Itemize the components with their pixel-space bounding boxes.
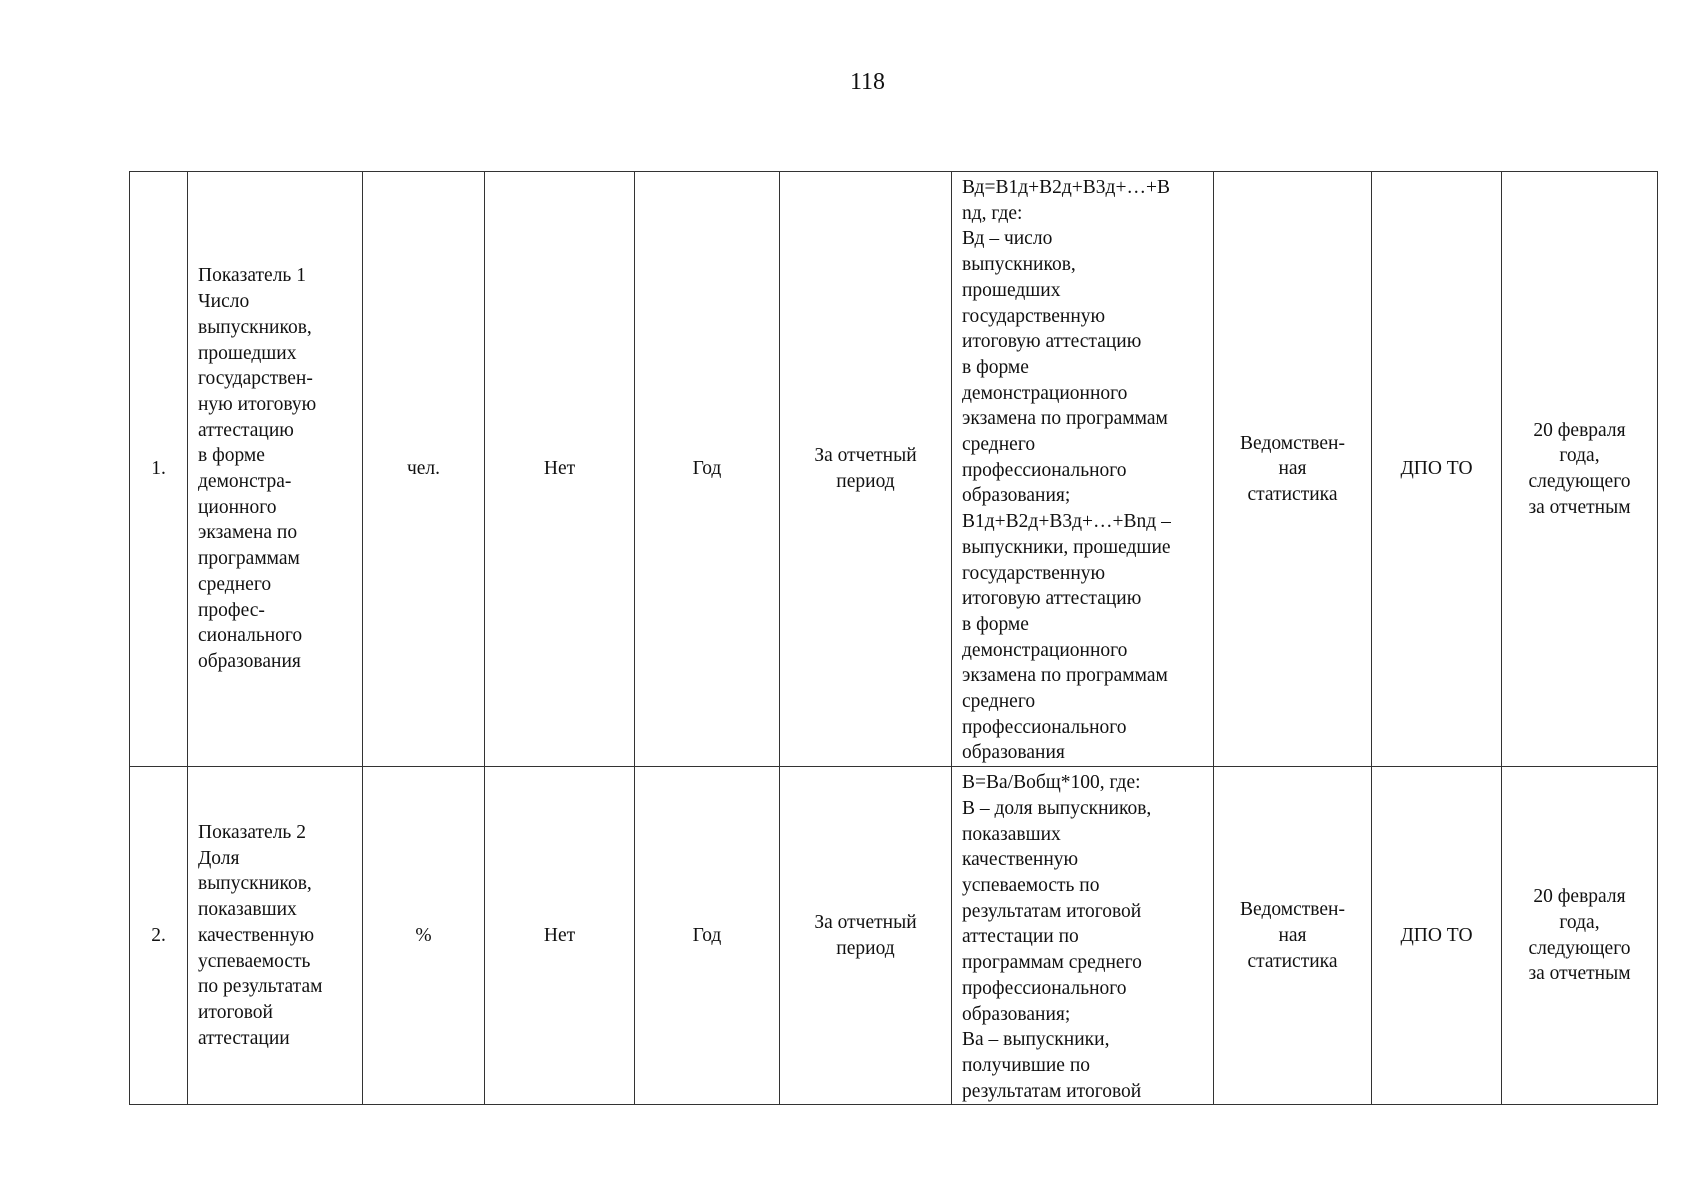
text-line: государствен- xyxy=(198,368,313,390)
text-line: ционного xyxy=(198,496,277,518)
text-line: аттестации по xyxy=(962,926,1079,948)
text-line: программам среднего xyxy=(962,952,1142,974)
text-line: профессионального xyxy=(962,459,1127,481)
text-line: среднего xyxy=(962,691,1036,713)
text-line: государственную xyxy=(962,562,1106,584)
text-line: за отчетным xyxy=(1528,963,1631,985)
text-line: профес- xyxy=(198,599,265,621)
indicator-name xyxy=(188,172,363,767)
text-line: Показатель 1 xyxy=(198,265,306,287)
text-line: профессионального xyxy=(962,716,1127,738)
indicators-table xyxy=(129,171,1658,1105)
text-line: ную итоговую xyxy=(198,393,317,415)
text-line: аттестацию xyxy=(198,419,294,441)
text-line: качественную xyxy=(198,924,315,946)
text-line: демонстра- xyxy=(198,471,292,493)
text-line: профессионального xyxy=(962,977,1127,999)
text-line: nд, где: xyxy=(962,202,1023,224)
text-line: следующего xyxy=(1528,471,1631,493)
text-line: 20 февраля xyxy=(1533,886,1626,908)
text-line: прошедших xyxy=(962,279,1061,301)
deadline-cell xyxy=(1502,172,1658,767)
text-line: года, xyxy=(1559,912,1600,934)
text-line: успеваемость по xyxy=(962,874,1100,896)
table-row xyxy=(130,172,1658,767)
text-line: Число xyxy=(198,291,250,313)
text-line: Показатель 2 xyxy=(198,822,306,844)
text-line: аттестации xyxy=(198,1027,290,1049)
text-line: В1д+В2д+В3д+…+Вnд – xyxy=(962,511,1171,533)
text-line: Вд – число xyxy=(962,228,1053,250)
text-line: период xyxy=(836,471,895,493)
text-line: программам xyxy=(198,548,300,570)
row-number: 1. xyxy=(130,172,188,767)
text-line: прошедших xyxy=(198,342,297,364)
responsible-cell: ДПО ТО xyxy=(1372,172,1502,767)
page-number: 118 xyxy=(849,69,886,95)
text-line: Доля xyxy=(198,847,240,869)
text-line: года, xyxy=(1559,445,1600,467)
text-line: статистика xyxy=(1247,950,1338,972)
row-number: 2. xyxy=(130,767,188,1105)
text-line: Ведомствен- xyxy=(1240,432,1345,454)
text-line: Ва – выпускники, xyxy=(962,1029,1110,1051)
source-cell xyxy=(1214,767,1372,1105)
text-line: в форме xyxy=(198,445,265,467)
text-line: итоговой xyxy=(198,1002,273,1023)
period-cell: Год xyxy=(635,172,780,767)
text-line: 20 февраля xyxy=(1533,419,1626,441)
text-line: выпускников, xyxy=(962,254,1076,276)
indicator-name xyxy=(188,767,363,1105)
text-line: выпускников, xyxy=(198,873,312,895)
text-line: статистика xyxy=(1247,483,1338,505)
text-line: экзамена по программам xyxy=(962,665,1168,687)
formula-cell xyxy=(952,767,1214,1105)
reporting-period-cell xyxy=(780,172,952,767)
text-line: показавших xyxy=(198,899,297,921)
deadline-cell xyxy=(1502,767,1658,1105)
text-line: образования xyxy=(198,651,301,672)
table-row xyxy=(130,767,1658,1105)
text-line: качественную xyxy=(962,849,1079,871)
text-line: выпускников, xyxy=(198,316,312,338)
text-line: Ведомствен- xyxy=(1240,899,1345,921)
text-line: Вд=В1д+В2д+В3д+…+В xyxy=(962,177,1170,198)
text-line: образования xyxy=(962,742,1065,764)
unit-cell: чел. xyxy=(363,172,485,767)
text-line: итоговую аттестацию xyxy=(962,331,1142,353)
text-line: государственную xyxy=(962,305,1106,327)
text-line: образования; xyxy=(962,1003,1071,1025)
text-line: образования; xyxy=(962,485,1071,507)
text-line: период xyxy=(836,937,895,959)
value-cell: Нет xyxy=(485,172,635,767)
text-line: показавших xyxy=(962,823,1061,845)
source-cell xyxy=(1214,172,1372,767)
formula-cell xyxy=(952,172,1214,767)
text-line: в форме xyxy=(962,613,1029,635)
unit-cell: % xyxy=(363,767,485,1105)
text-line: За отчетный xyxy=(814,445,917,467)
text-line: В – доля выпускников, xyxy=(962,797,1152,819)
text-line: следующего xyxy=(1528,937,1631,959)
value-cell: Нет xyxy=(485,767,635,1105)
text-line: за отчетным xyxy=(1528,496,1631,518)
text-line: успеваемость xyxy=(198,950,311,972)
text-line: экзамена по xyxy=(198,522,298,544)
responsible-cell: ДПО ТО xyxy=(1372,767,1502,1105)
text-line: экзамена по программам xyxy=(962,408,1168,430)
text-line: результатам итоговой xyxy=(962,1080,1142,1102)
text-line: За отчетный xyxy=(814,912,917,934)
text-line: ная xyxy=(1278,458,1307,480)
text-line: результатам итоговой xyxy=(962,900,1142,922)
text-line: получившие по xyxy=(962,1054,1091,1076)
reporting-period-cell xyxy=(780,767,952,1105)
text-line: среднего xyxy=(962,434,1036,456)
text-line: демонстрационного xyxy=(962,639,1128,661)
text-line: итоговую аттестацию xyxy=(962,588,1142,610)
text-line: ная xyxy=(1278,924,1307,946)
text-line: демонстрационного xyxy=(962,382,1128,404)
text-line: по результатам xyxy=(198,976,323,998)
period-cell: Год xyxy=(635,767,780,1105)
text-line: среднего xyxy=(198,573,272,595)
text-line: В=Ва/Вобщ*100, где: xyxy=(962,772,1141,794)
text-line: сионального xyxy=(198,625,303,647)
text-line: в форме xyxy=(962,356,1029,378)
text-line: выпускники, прошедшие xyxy=(962,536,1171,558)
